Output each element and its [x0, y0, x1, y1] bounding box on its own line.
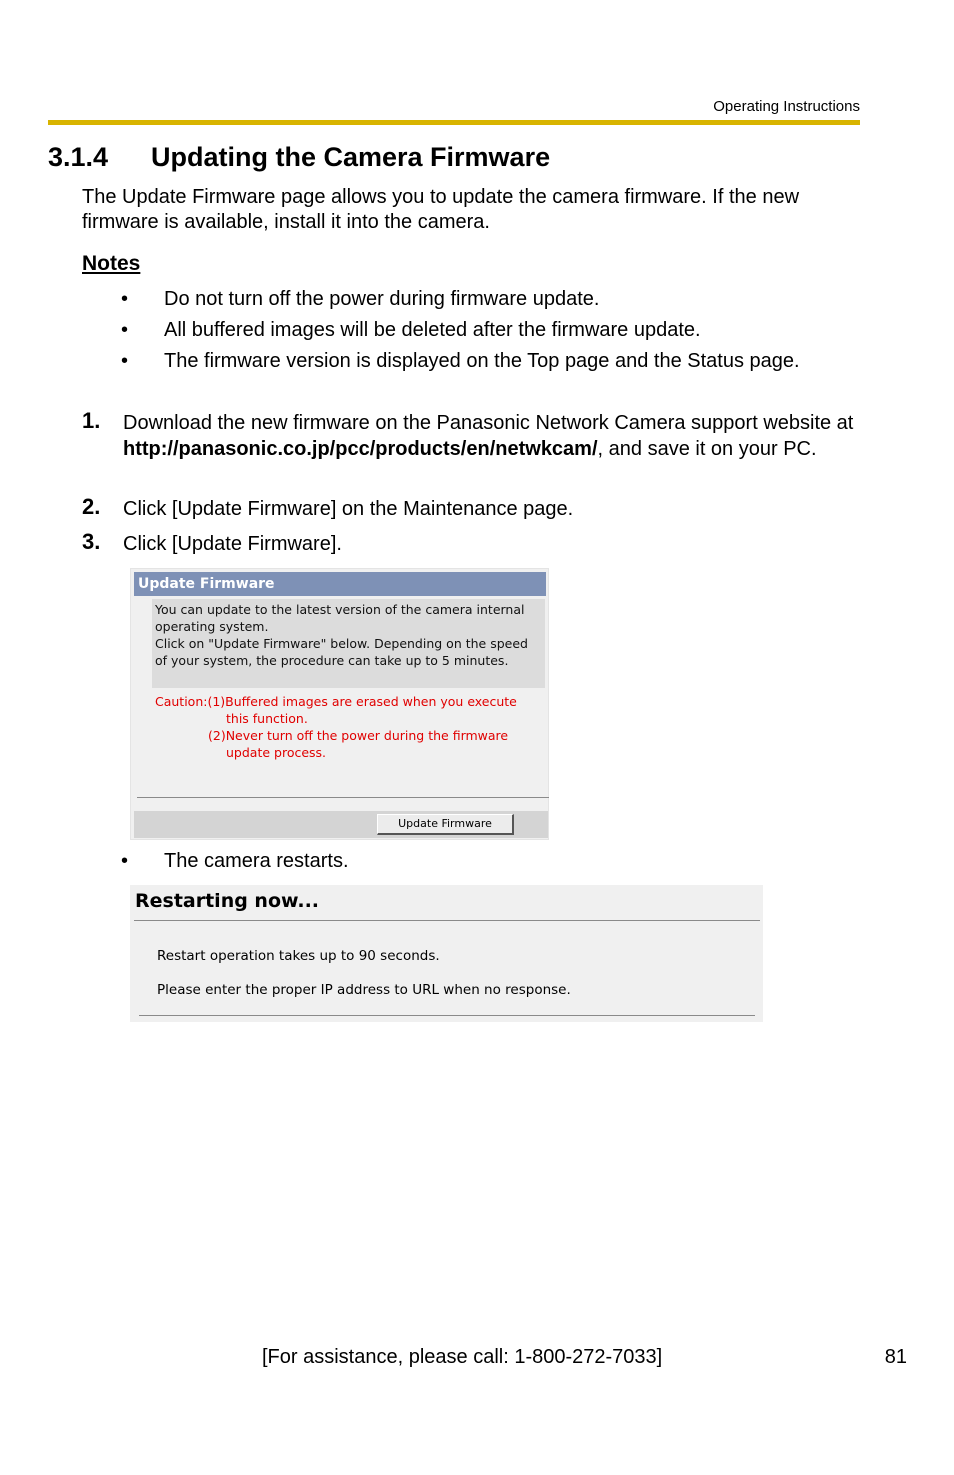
restart-message: Please enter the proper IP address to URL when no response.	[157, 982, 571, 998]
step-text: Click [Update Firmware].	[123, 533, 342, 555]
divider	[139, 1015, 755, 1016]
restarting-panel	[130, 885, 763, 1022]
caution-text: update process.	[226, 745, 327, 760]
caution-text: this function.	[226, 711, 308, 726]
assistance-footer: [For assistance, please call: 1-800-272-7033]	[262, 1346, 663, 1368]
document-header: Operating Instructions	[713, 98, 860, 115]
note-text: Do not turn off the power during firmware update.	[164, 288, 600, 310]
step-number: 3.	[82, 529, 101, 554]
step-text	[123, 410, 863, 462]
update-firmware-panel	[130, 568, 549, 840]
info-line: You can update to the latest version of the camera internal operating system.	[155, 602, 525, 634]
note-text: All buffered images will be deleted after the firmware update.	[164, 319, 701, 341]
section-title: Updating the Camera Firmware	[151, 142, 551, 172]
page-number: 81	[884, 1346, 907, 1368]
step-text-pre: Download the new firmware on the Panasonic Network Camera support website at	[123, 412, 854, 434]
section-intro: The Update Firmware page allows you to update the camera firmware. If the new firmware is available, install it into the camera.	[82, 186, 800, 233]
section-number: 3.1.4	[48, 142, 109, 172]
panel-title: Update Firmware	[138, 576, 275, 592]
step-number: 2.	[82, 494, 101, 519]
panel-info-text	[155, 601, 543, 669]
restart-note: The camera restarts.	[164, 850, 349, 872]
support-url: http://panasonic.co.jp/pcc/products/en/netwkcam/	[123, 438, 598, 460]
caution-text: (2)Never turn off the power during the firmware	[208, 728, 509, 743]
caution-text: Caution:(1)Buffered images are erased when you execute	[155, 694, 517, 709]
step-text: Click [Update Firmware] on the Maintenance page.	[123, 498, 574, 520]
bullet-icon: •	[121, 850, 129, 872]
update-firmware-button[interactable]: Update Firmware	[377, 814, 514, 835]
header-rule	[48, 120, 860, 125]
bullet-icon: •	[121, 288, 129, 310]
step-number: 1.	[82, 408, 101, 433]
panel-info-box	[152, 599, 545, 688]
bullet-icon: •	[121, 350, 129, 372]
panel-title-bar	[134, 572, 546, 596]
restart-message: Restart operation takes up to 90 seconds.	[157, 948, 440, 964]
panel-footer	[134, 811, 548, 838]
divider	[134, 920, 760, 921]
notes-heading: Notes	[82, 252, 141, 275]
info-line: Click on "Update Firmware" below. Depending on the speed of your system, the procedure can take up to 5 minutes.	[155, 636, 528, 668]
step-text-post: , and save it on your PC.	[597, 438, 817, 460]
bullet-icon: •	[121, 319, 129, 341]
restarting-title: Restarting now...	[135, 890, 320, 912]
divider	[137, 797, 549, 798]
note-text: The firmware version is displayed on the Top page and the Status page.	[164, 350, 800, 372]
